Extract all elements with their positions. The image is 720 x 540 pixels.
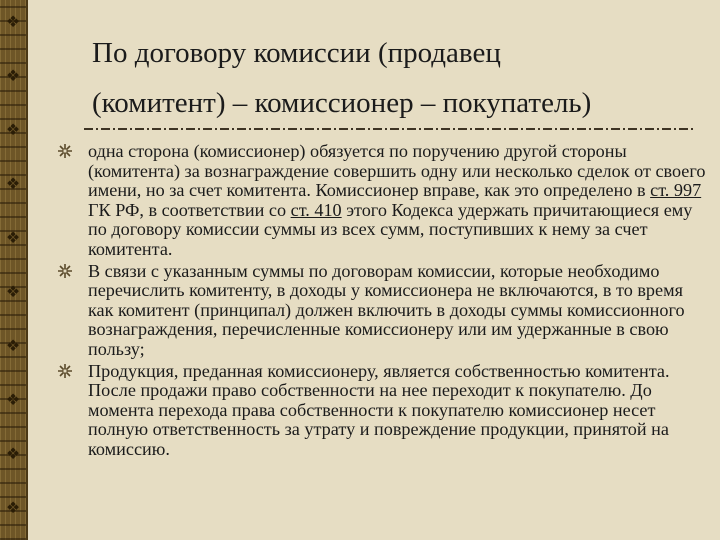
bullet-paragraph-2 — [58, 262, 710, 360]
ornament-icon: ❖ — [5, 284, 21, 301]
ornament-icon: ❖ — [5, 446, 21, 463]
title-divider — [84, 128, 696, 130]
bullet-paragraph-3 — [58, 362, 710, 460]
ornament-icon: ❖ — [5, 338, 21, 355]
paragraph-text: одна сторона (комиссионер) обязуется по поручению другой стороны (комитента) за вознаграждение совершить одну или несколько сделок от своего имени, но за счет комитента. Комиссионер вправе, как это определено в — [88, 141, 706, 201]
ornament-icon: ❖ — [5, 176, 21, 193]
ornament-bullet-icon — [58, 144, 72, 158]
paragraph-text: ГК РФ, в соответствии со — [88, 199, 291, 220]
slide-body — [58, 142, 710, 462]
ornament-bullet-icon — [58, 264, 72, 278]
ornament-icon: ❖ — [5, 122, 21, 139]
law-link-art-410[interactable]: ст. 410 — [290, 199, 342, 220]
ornament-icon: ❖ — [5, 14, 21, 31]
title-line-1: По договору комиссии (продавец — [92, 37, 501, 69]
law-link-art-997[interactable]: ст. 997 — [650, 180, 702, 201]
paragraph-text: Продукция, преданная комиссионеру, является собственностью комитента. После продажи право собственности на нее переходит к покупателю. До момента перехода права собственности к покупателю комиссионер несет полную ответственность за утрату и повреждение продукции, принятой на комиссию. — [88, 360, 670, 459]
ornament-bullet-icon — [58, 364, 72, 378]
strip-divider — [26, 0, 28, 540]
ornament-icon: ❖ — [5, 500, 21, 517]
slide-title — [92, 28, 692, 128]
ornament-icon: ❖ — [5, 68, 21, 85]
ornament-icon: ❖ — [5, 392, 21, 409]
paragraph-text: этого Кодекса удержать причитающиеся ему по договору комиссии суммы из всех сумм, поступивших к нему за счет комитента. — [88, 199, 693, 259]
title-line-2: (комитент) – комиссионер – покупатель) — [92, 87, 592, 119]
bullet-paragraph-1 — [58, 142, 710, 260]
decorative-side-strip — [0, 0, 26, 540]
ornament-icon: ❖ — [5, 230, 21, 247]
paragraph-text: В связи с указанным суммы по договорам комиссии, которые необходимо перечислить комитенту, в доходы у комиссионера не включаются, в то время как комитент (принципал) должен включить в доходы суммы комиссионного вознаграждения, перечисленные комиссионеру или им удержанные в свою пользу; — [88, 260, 685, 359]
